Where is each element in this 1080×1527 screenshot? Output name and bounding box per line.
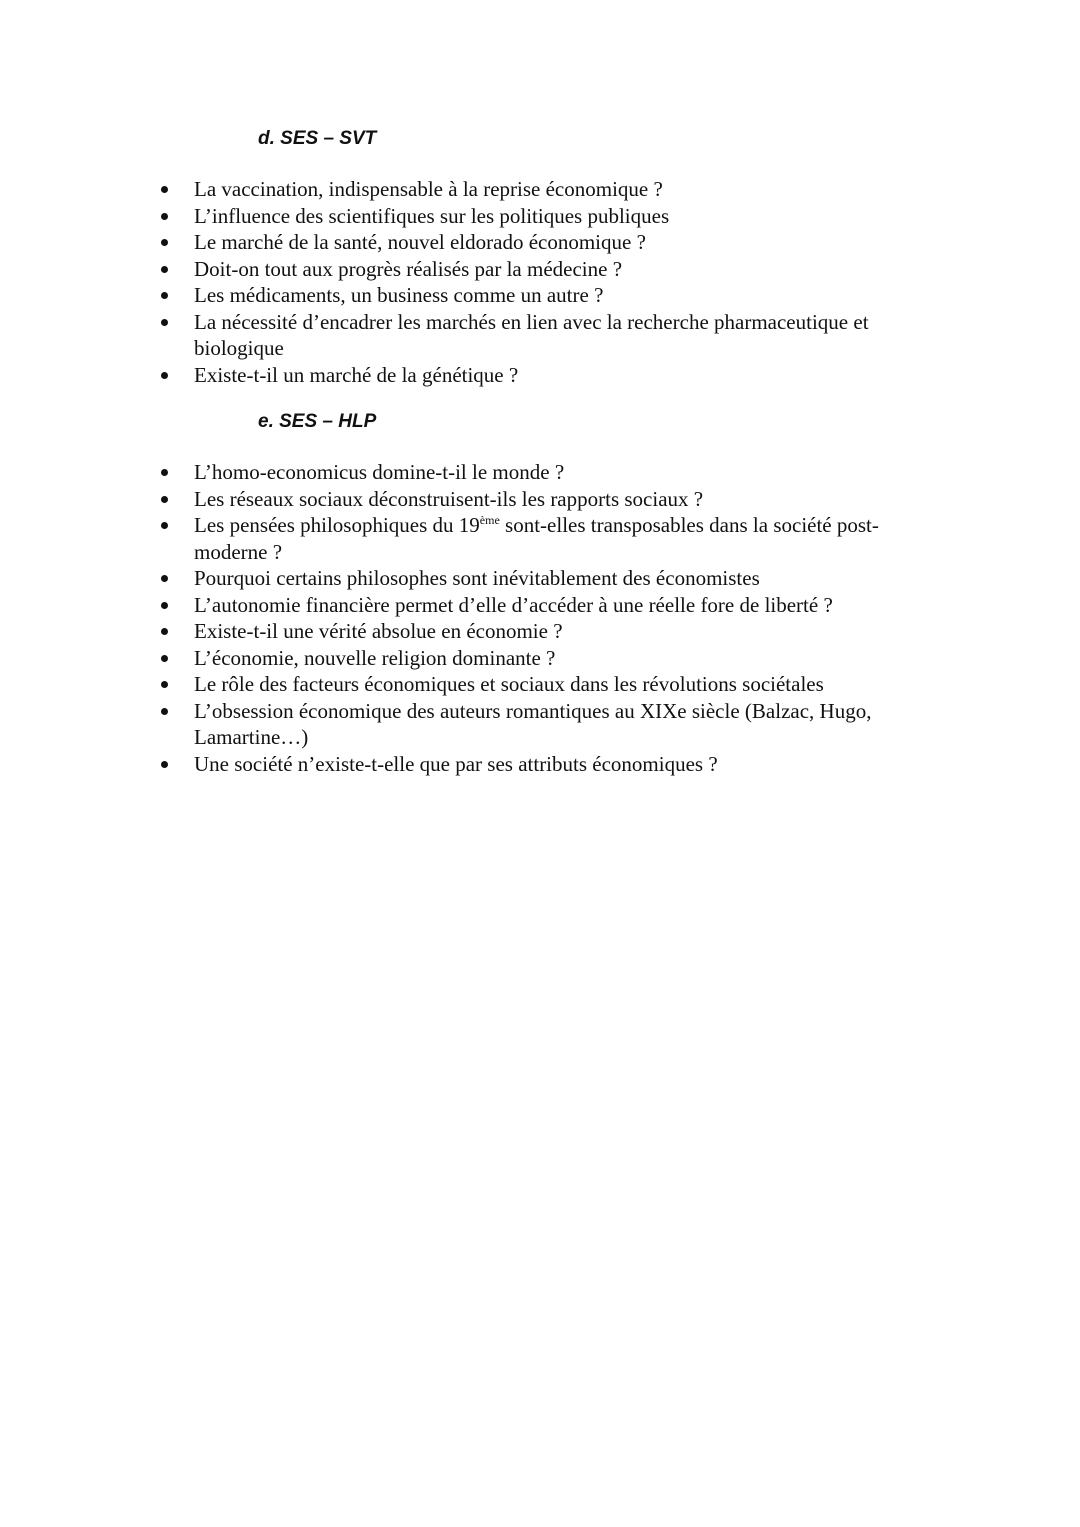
topic-item (0, 565, 1080, 592)
topic-item (0, 592, 1080, 619)
bullet-icon (161, 575, 168, 582)
bullet-icon (161, 522, 168, 529)
topic-text: Doit-on tout aux progrès réalisés par la médecine ? (194, 256, 623, 281)
topic-list-ses-svt (0, 176, 1080, 388)
bullet-icon (161, 628, 168, 635)
bullet-icon (161, 239, 168, 246)
topic-text-part: sont-elles transposables dans la société post- moderne ? (194, 513, 879, 564)
bullet-icon (161, 213, 168, 220)
topic-text: Le marché de la santé, nouvel eldorado économique ? (194, 230, 646, 254)
topic-item (0, 512, 1080, 565)
bullet-icon (161, 708, 168, 715)
bullet-icon (161, 372, 168, 379)
topic-item (0, 751, 1080, 778)
topic-item (0, 698, 1080, 751)
superscript-text: ème (479, 513, 500, 527)
bullet-icon (161, 496, 168, 503)
topic-text: Existe-t-il une vérité absolue en économie ? (194, 619, 563, 643)
bullet-icon (161, 292, 168, 299)
topic-item (0, 203, 1080, 230)
bullet-icon (161, 761, 168, 768)
section-heading-ses-svt: d. SES – SVT (258, 128, 377, 149)
topic-text: La nécessité d’encadrer les marchés en lien avec la recherche pharmaceutique et biologique (194, 309, 869, 360)
topic-text: L’obsession économique des auteurs romantiques au XIXe siècle (Balzac, Hugo, Lamartine…) (194, 698, 872, 749)
topic-text: L’homo-economicus domine-t-il le monde ? (194, 460, 565, 484)
topic-item (0, 229, 1080, 256)
topic-text: Pourquoi certains philosophes sont inévitablement des économistes (194, 566, 760, 590)
topic-item (0, 282, 1080, 309)
bullet-icon (161, 469, 168, 476)
topic-text (194, 513, 879, 564)
topic-item (0, 645, 1080, 672)
topic-text: L’influence des scientifiques sur les politiques publiques (194, 203, 670, 228)
topic-list-ses-hlp (0, 459, 1080, 777)
topic-text: Une société n’existe-t-elle que par ses attributs économiques ? (194, 751, 718, 776)
bullet-icon (161, 186, 168, 193)
topic-text: La vaccination, indispensable à la reprise économique ? (194, 177, 663, 201)
topic-text: Les médicaments, un business comme un autre ? (194, 283, 604, 307)
bullet-icon (161, 602, 168, 609)
topic-item (0, 671, 1080, 698)
topic-text: L’autonomie financière permet d’elle d’accéder à une réelle fore de liberté ? (194, 592, 833, 617)
topic-item (0, 459, 1080, 486)
topic-text-part: Les pensées philosophiques du 19 (194, 513, 480, 537)
topic-text: Existe-t-il un marché de la génétique ? (194, 362, 519, 387)
section-heading-ses-hlp: e. SES – HLP (258, 411, 377, 432)
topic-text: Le rôle des facteurs économiques et sociaux dans les révolutions sociétales (194, 672, 824, 696)
bullet-icon (161, 681, 168, 688)
topic-item (0, 362, 1080, 389)
topic-item (0, 618, 1080, 645)
bullet-icon (161, 655, 168, 662)
topic-item (0, 309, 1080, 362)
topic-text: Les réseaux sociaux déconstruisent-ils les rapports sociaux ? (194, 486, 704, 511)
topic-text: L’économie, nouvelle religion dominante ? (194, 645, 556, 670)
bullet-icon (161, 266, 168, 273)
topic-item (0, 486, 1080, 513)
topic-item (0, 176, 1080, 203)
bullet-icon (161, 319, 168, 326)
topic-item (0, 256, 1080, 283)
